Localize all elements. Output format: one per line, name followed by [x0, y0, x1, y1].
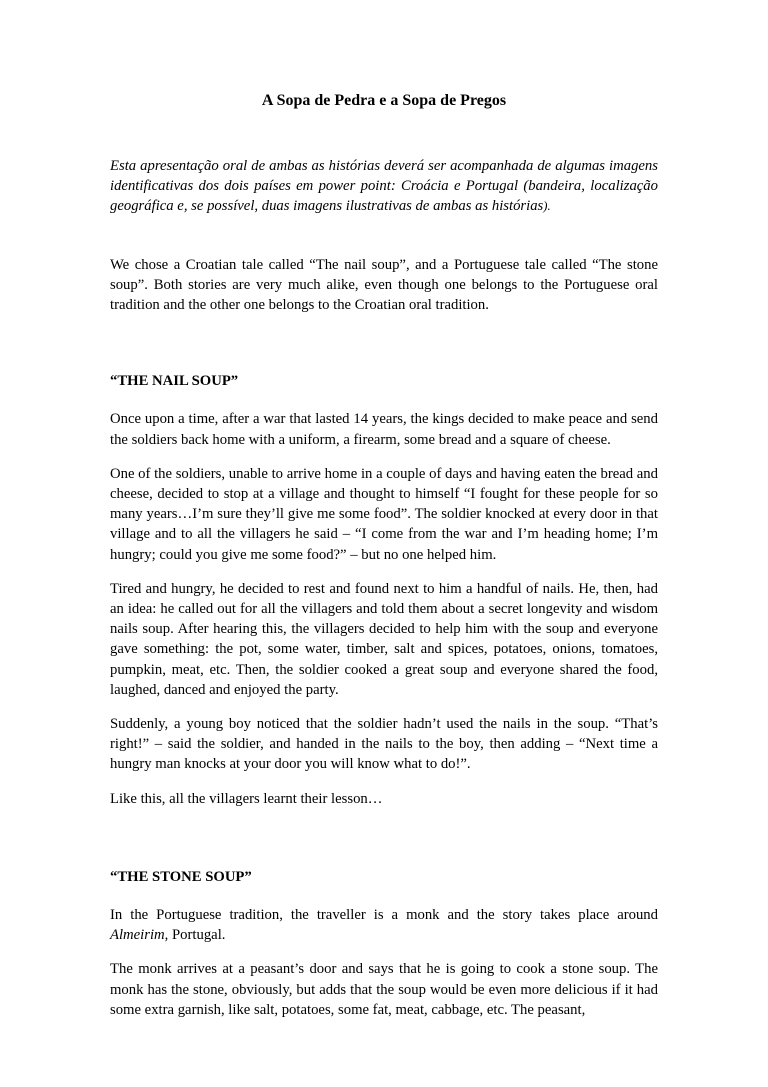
- stone-soup-p1-after: , Portugal.: [164, 927, 226, 944]
- lead-paragraph: We chose a Croatian tale called “The nail soup”, and a Portuguese tale called “The stone soup”. Both stories are very much alike, even though one belongs to the Portuguese oral tradition and the other one belongs to the Croatian oral tradition.: [110, 256, 658, 314]
- nail-soup-paragraph-2: One of the soldiers, unable to arrive home in a couple of days and having eaten the bread and cheese, decided to stop at a village and thought to himself “I fought for these people for so many years…I’m sure they’ll give me some food”. The soldier knocked at every door in that village and to all the villagers he said – “I come from the war and I’m heading home; I’m hungry; could you give me some food?” – but no one helped him.: [110, 465, 658, 563]
- stone-soup-heading: “THE STONE SOUP”: [110, 868, 252, 885]
- stone-soup-paragraph-1: [110, 905, 658, 945]
- nail-soup-paragraph-4: Suddenly, a young boy noticed that the soldier hadn’t used the nails in the soup. “That’s right!” – said the soldier, and handed in the nails to the boy, then adding – “Next time a hungry man knocks at your door you will know what to do!”.: [110, 716, 658, 773]
- nail-soup-heading: “THE NAIL SOUP”: [110, 373, 239, 390]
- intro-note-end: ).: [543, 199, 551, 214]
- nail-soup-paragraph-3: Tired and hungry, he decided to rest and found next to him a handful of nails. He, then, had an idea: he called out for all the villagers and told them about a secret longevity and wisdom nails soup. After hearing this, the villagers decided to help him with the soup and everyone gave something: the pot, some water, timber, salt and spices, potatoes, onions, tomatoes, pumpkin, meat, etc. Then, the soldier cooked a great soup and everyone shared the food, laughed, danced and enjoyed the party.: [110, 580, 658, 698]
- intro-note-text: Esta apresentação oral de ambas as histórias deverá ser acompanhada de algumas imagens identificativas dos dois países em power point: Croácia e Portugal (bandeira, localização geográfica e, se possível, duas imagens ilustrativas de ambas as histórias: [110, 158, 658, 215]
- intro-note: [110, 156, 658, 217]
- document-body: [110, 90, 658, 1034]
- stone-soup-paragraph-2: The monk arrives at a peasant’s door and says that he is going to cook a stone soup. The monk has the stone, obviously, but adds that the soup would be even more delicious if it had some extra garnish, like salt, potatoes, some fat, meat, cabbage, etc. The peasant,: [110, 961, 658, 1018]
- stone-soup-place-name: Almeirim: [110, 927, 165, 944]
- document-title: A Sopa de Pedra e a Sopa de Pregos: [261, 92, 507, 109]
- stone-soup-p1-before: In the Portuguese tradition, the traveller is a monk and the story takes place around: [110, 907, 658, 924]
- nail-soup-paragraph-5: Like this, all the villagers learnt their lesson…: [110, 790, 383, 807]
- nail-soup-paragraph-1: Once upon a time, after a war that lasted 14 years, the kings decided to make peace and send the soldiers back home with a uniform, a firearm, some bread and a square of cheese.: [110, 411, 658, 448]
